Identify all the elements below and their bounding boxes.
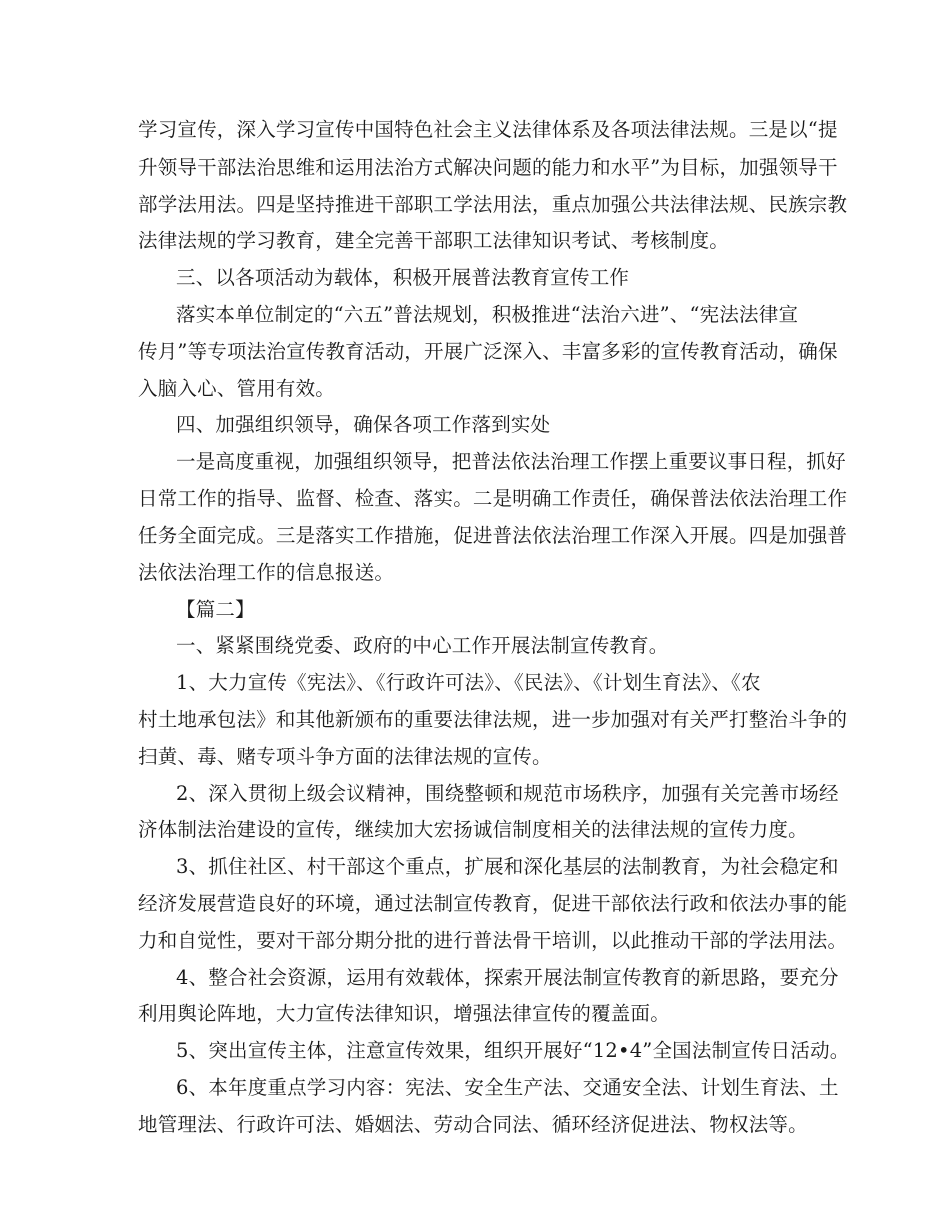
paragraph-line: 入脑入心、管用有效。 — [138, 377, 336, 400]
paragraph-line: 法依法治理工作的信息报送。 — [138, 561, 395, 584]
paragraph-line: 任务全面完成。三是落实工作措施，促进普法依法治理工作深入开展。四是加强普 — [138, 524, 848, 547]
paragraph-line: 日常工作的指导、监督、检查、落实。二是明确工作责任，确保普法依法治理工作 — [138, 487, 848, 510]
paragraph-line: 力和自觉性，要对干部分期分批的进行普法骨干培训，以此推动干部的学法用法。 — [138, 929, 848, 952]
paragraph-line: 升领导干部法治思维和运用法治方式解决问题的能力和水平”为目标，加强领导干 — [138, 156, 838, 179]
paragraph-line: 2、深入贯彻上级会议精神，围绕整顿和规范市场秩序，加强有关完善市场经 — [176, 782, 839, 805]
paragraph-line: 扫黄、毒、赌专项斗争方面的法律法规的宣传。 — [138, 745, 552, 768]
paragraph-line: 6、本年度重点学习内容：宪法、安全生产法、交通安全法、计划生育法、土 — [176, 1076, 839, 1099]
section-heading: 四、加强组织领导，确保各项工作落到实处 — [176, 413, 551, 436]
paragraph-line: 经济发展营造良好的环境，通过法制宣传教育，促进干部依法行政和依法办事的能 — [138, 892, 848, 915]
paragraph-line: 3、抓住社区、村干部这个重点，扩展和深化基层的法制教育，为社会稳定和 — [176, 855, 839, 878]
paragraph-line: 利用舆论阵地，大力宣传法律知识，增强法律宣传的覆盖面。 — [138, 1002, 670, 1025]
section-heading: 三、以各项活动为载体，积极开展普法教育宣传工作 — [176, 266, 630, 289]
paragraph-line: 落实本单位制定的“六五”普法规划，积极推进“法治六进”、“宪法法律宣 — [176, 303, 799, 326]
paragraph-line: 村土地承包法》和其他新颁布的重要法律法规，进一步加强对有关严打整治斗争的 — [138, 708, 848, 731]
paragraph-line: 1、大力宣传《宪法》、《行政许可法》、《民法》、《计划生育法》、《农 — [176, 671, 761, 694]
paragraph-line: 法律法规的学习教育，建全完善干部职工法律知识考试、考核制度。 — [138, 229, 730, 252]
paragraph-line: 部学法用法。四是坚持推进干部职工学法用法，重点加强公共法律法规、民族宗教 — [138, 193, 848, 216]
part-heading: 【篇二】 — [176, 598, 255, 621]
paragraph-line: 一是高度重视，加强组织领导，把普法依法治理工作摆上重要议事日程，抓好 — [176, 450, 846, 473]
paragraph-line: 济体制法治建设的宣传，继续加大宏扬诚信制度相关的法律法规的宣传力度。 — [138, 818, 808, 841]
paragraph-line: 4、整合社会资源，运用有效载体，探索开展法制宣传教育的新思路，要充分 — [176, 966, 839, 989]
paragraph-line: 5、突出宣传主体，注意宣传效果，组织开展好“12•4”全国法制宣传日活动。 — [176, 1039, 850, 1062]
paragraph-line: 地管理法、行政许可法、婚姻法、劳动合同法、循环经济促进法、物权法等。 — [138, 1113, 808, 1136]
section-heading: 一、紧紧围绕党委、政府的中心工作开展法制宣传教育。 — [176, 634, 669, 657]
paragraph-line: 传月”等专项法治宣传教育活动，开展广泛深入、丰富多彩的宣传教育活动，确保 — [138, 340, 838, 363]
paragraph-line: 学习宣传，深入学习宣传中国特色社会主义法律体系及各项法律法规。三是以“提 — [138, 118, 838, 141]
